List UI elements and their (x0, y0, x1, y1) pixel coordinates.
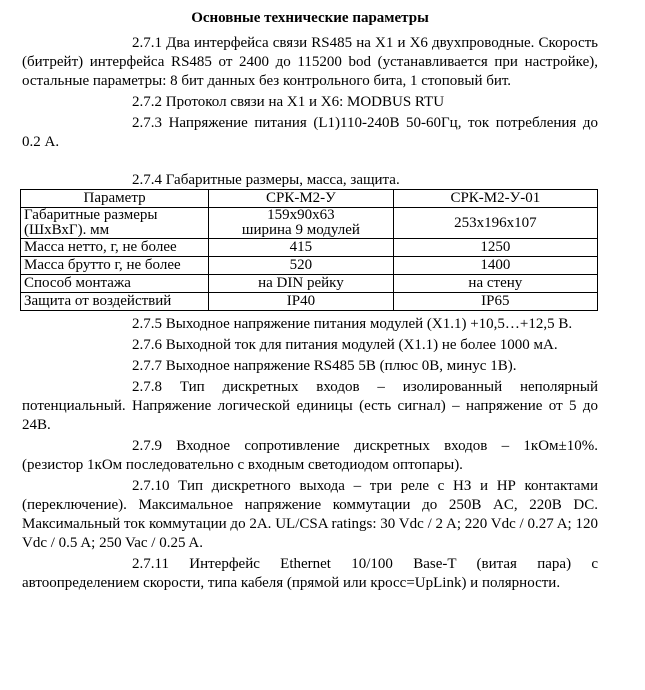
table-cell-line: ширина 9 модулей (241, 222, 360, 238)
paragraph (22, 477, 598, 553)
paragraph (22, 315, 598, 334)
paragraph-text: Выходное напряжение RS485 5В (плюс 0В, минус 1В). (165, 358, 517, 374)
paragraph-text: Тип дискретных входов – изолированный неполярный потенциальный. Напряжение логической единицы (есть сигнал) – напряжение от 5 до 24В. (22, 379, 598, 433)
paragraph (22, 437, 598, 475)
table-cell-param: Масса нетто, г, не более (21, 239, 209, 257)
paragraph (22, 555, 598, 593)
table-cell-value: 520 (209, 257, 394, 275)
paragraph-text: Выходное напряжение питания модулей (X1.1) +10,5…+12,5 В. (165, 316, 573, 332)
paragraph (22, 357, 598, 376)
paragraph-number: 2.7.5 (132, 316, 162, 332)
table-cell-value: на DIN рейку (209, 275, 394, 293)
column-header: СРК-М2-У (209, 190, 394, 208)
paragraph-number: 2.7.2 (132, 94, 162, 110)
table-row (21, 293, 598, 311)
paragraph-text: Входное сопротивление дискретных входов – 1кОм±10%. (резистор 1кОм последовательно с входным светодиодом оптопары). (22, 438, 599, 473)
paragraph (22, 34, 598, 91)
table-cell-value: IP40 (209, 293, 394, 311)
table-cell-param: Масса брутто г, не более (21, 257, 209, 275)
section-title: Основные технические параметры (191, 10, 429, 26)
paragraph (22, 336, 598, 355)
table-cell-value: 1250 (393, 239, 597, 257)
table-row (21, 275, 598, 293)
table-cell-param: Габаритные размеры (ШхВхГ). мм (21, 208, 209, 239)
table-cell-value: на стену (393, 275, 597, 293)
table-cell-param: Защита от воздействий (21, 293, 209, 311)
table-row (21, 239, 598, 257)
table-cell-value (209, 208, 394, 239)
column-header: СРК-М2-У-01 (393, 190, 597, 208)
paragraph-number: 2.7.10 (132, 478, 170, 494)
document-page (22, 8, 598, 595)
table-cell-value: 415 (209, 239, 394, 257)
table-cell-value: 253x196x107 (393, 208, 597, 239)
paragraph-number: 2.7.8 (132, 379, 162, 395)
paragraph-number: 2.7.3 (132, 115, 162, 131)
table-caption (22, 172, 598, 189)
paragraph-number: 2.7.1 (132, 35, 162, 51)
paragraph (22, 378, 598, 435)
paragraph-text: Протокол связи на X1 и X6: MODBUS RTU (165, 94, 445, 110)
paragraph-number: 2.7.4 (132, 172, 162, 188)
paragraph-text: Интерфейс Ethernet 10/100 Base-T (витая пара) с автоопределением скорости, типа кабеля (прямой или кросс=UpLink) и полярности. (22, 556, 599, 591)
table-row (21, 257, 598, 275)
paragraph-number: 2.7.6 (132, 337, 162, 353)
specs-table (20, 189, 598, 311)
table-header-row (21, 190, 598, 208)
table-cell-value: IP65 (393, 293, 597, 311)
paragraph-text: Тип дискретного выхода – три реле с НЗ и НР контактами (переключение). Максимальное напряжение коммутации до 250В AC, 220В DC. Максимальный ток коммутации до 2А. UL/CSA ratings: 30 Vdc / 2 A; 220 Vdc / 0.27 A; 120 Vdc / 0.5 A; 250 Vac / 0.25 A. (22, 478, 598, 551)
paragraph-number: 2.7.9 (132, 438, 162, 454)
table-cell-line: 159x90x63 (267, 207, 335, 223)
column-header: Параметр (21, 190, 209, 208)
paragraph (22, 114, 598, 152)
paragraph-number: 2.7.7 (132, 358, 162, 374)
table-caption-text: Габаритные размеры, масса, защита. (165, 172, 400, 188)
paragraph-text: Напряжение питания (L1)110-240В 50-60Гц, ток потребления до 0.2 А. (22, 115, 598, 150)
spacer (22, 154, 598, 172)
table-row (21, 208, 598, 239)
paragraph-text: Два интерфейса связи RS485 на X1 и X6 двухпроводные. Скорость (битрейт) интерфейса RS485 от 2400 до 115200 bod (устанавливается при настройке), остальные параметры: 8 бит данных без контрольного бита, 1 стоповый бит. (22, 35, 598, 89)
paragraph-number: 2.7.11 (132, 556, 169, 572)
table-cell-param: Способ монтажа (21, 275, 209, 293)
paragraph (22, 93, 598, 112)
table-cell-value: 1400 (393, 257, 597, 275)
paragraph-text: Выходной ток для питания модулей (X1.1) не более 1000 мА. (165, 337, 558, 353)
